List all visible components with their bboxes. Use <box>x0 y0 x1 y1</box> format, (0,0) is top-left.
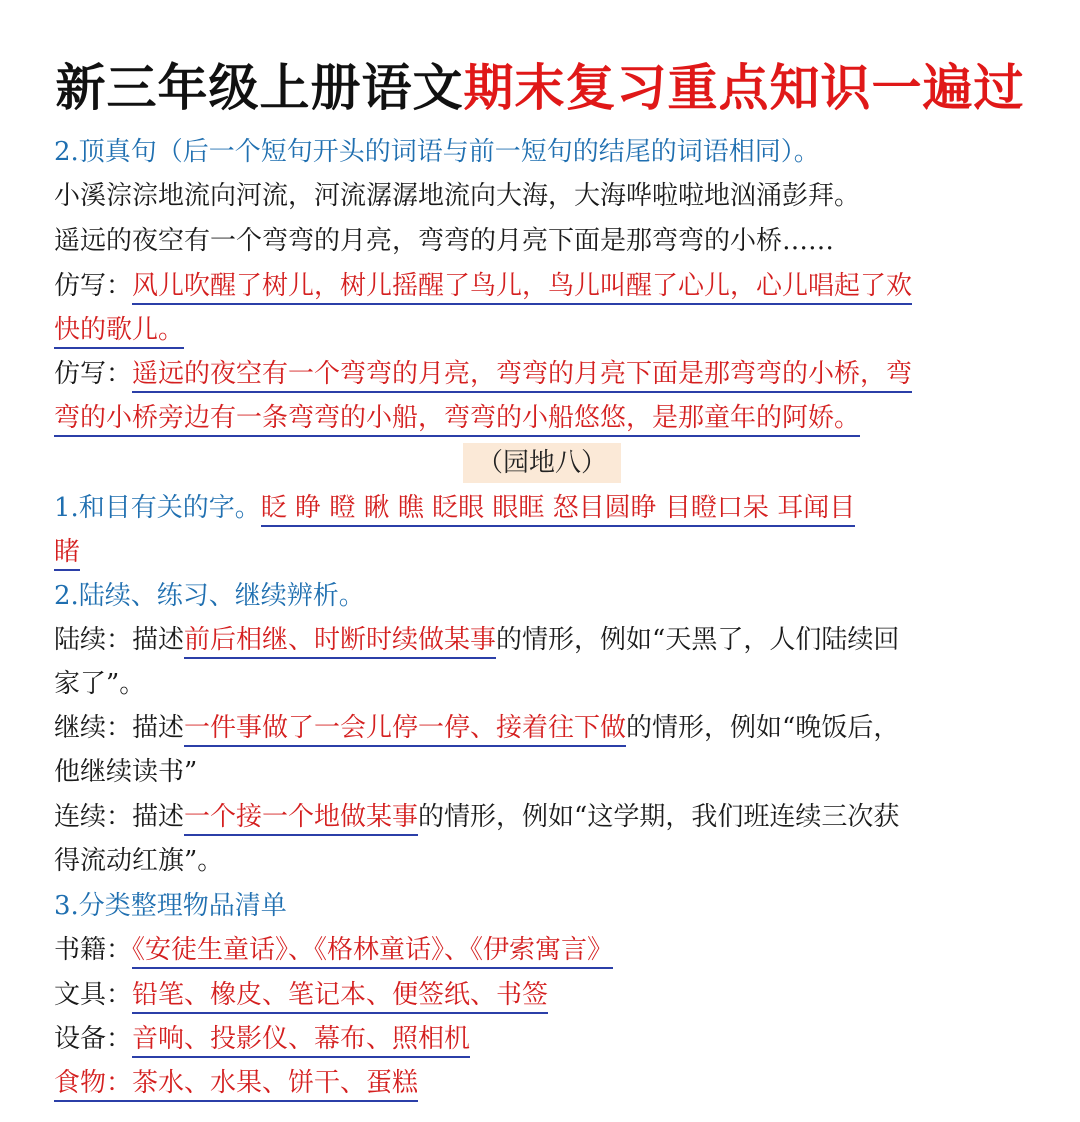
list-item-label: 设备： <box>54 1024 133 1054</box>
jixu-definition: 一件事做了一会儿停一停、接着往下做 <box>184 713 626 747</box>
list-heading: 3.分类整理物品清单 <box>54 891 287 921</box>
list-item <box>54 1019 1054 1059</box>
page-title <box>0 56 1080 120</box>
list-item-value: 《安徒生童话》、《格林童话》、《伊索寓言》 <box>132 935 613 969</box>
dingzhen-heading: 2.顶真句（后一个短句开头的词语与前一短句的结尾的词语相同）。 <box>54 137 820 167</box>
lianxu-definition: 一个接一个地做某事 <box>184 802 418 836</box>
list-item-value: 铅笔、橡皮、笔记本、便签纸、书签 <box>132 980 548 1014</box>
mu-heading: 1.和目有关的字。 <box>54 493 261 523</box>
luxu-line-1 <box>54 620 1054 660</box>
luxu-example: 的情形，例如“天黑了，人们陆续回 <box>496 625 900 655</box>
lianxu-line-2: 得流动红旗”。 <box>54 846 224 876</box>
mu-answer-line-2: 睹 <box>54 537 80 571</box>
imitate-2-answer-line-2: 弯的小桥旁边有一条弯弯的小船，弯弯的小船悠悠，是那童年的阿娇。 <box>54 403 860 437</box>
imitate-2-label: 仿写： <box>54 359 133 389</box>
luxu-line-2: 家了”。 <box>54 669 146 699</box>
imitate-1-line-2 <box>54 310 1054 350</box>
imitate-1-line-1 <box>54 266 1054 306</box>
imitate-1-answer-line-2: 快的歌儿。 <box>54 315 184 349</box>
imitate-1-label: 仿写： <box>54 271 133 301</box>
jixu-example: 的情形，例如“晚饭后， <box>626 713 900 743</box>
section-badge: （园地八） <box>463 443 621 483</box>
imitate-2-line-1 <box>54 354 1054 394</box>
list-item-value: 茶水、水果、饼干、蛋糕 <box>132 1068 418 1102</box>
lianxu-line-1 <box>54 797 1054 837</box>
lianxu-label: 连续：描述 <box>54 802 185 832</box>
title-part-red: 期末复习重点知识一遍过 <box>463 59 1025 117</box>
mu-line-1 <box>54 488 1054 528</box>
lianxu-example: 的情形，例如“这学期，我们班连续三次获 <box>418 802 900 832</box>
list-item-label: 文具： <box>54 980 133 1010</box>
imitate-2-answer-line-1: 遥远的夜空有一个弯弯的月亮，弯弯的月亮下面是那弯弯的小桥，弯 <box>132 359 912 393</box>
list-item-value: 音响、投影仪、幕布、照相机 <box>132 1024 470 1058</box>
dingzhen-example-1: 小溪淙淙地流向河流，河流潺潺地流向大海，大海哗啦啦地汹涌彭拜。 <box>54 181 861 211</box>
list-item <box>54 975 1054 1015</box>
jixu-line-2: 他继续读书” <box>54 757 198 787</box>
dingzhen-example-2: 遥远的夜空有一个弯弯的月亮，弯弯的月亮下面是那弯弯的小桥…… <box>54 226 835 256</box>
imitate-1-answer-line-1: 风儿吹醒了树儿，树儿摇醒了鸟儿，鸟儿叫醒了心儿，心儿唱起了欢 <box>132 271 912 305</box>
jixu-line-1 <box>54 708 1054 748</box>
imitate-2-line-2 <box>54 398 1054 438</box>
jixu-label: 继续：描述 <box>54 713 185 743</box>
list-item <box>54 930 1054 970</box>
title-part-black: 新三年级上册语文 <box>55 59 464 117</box>
mu-answer-line-1: 眨 睁 瞪 瞅 瞧 眨眼 眼眶 怒目圆睁 目瞪口呆 耳闻目 <box>261 493 855 527</box>
list-item-label: 书籍： <box>54 935 133 965</box>
list-item-label: 食物： <box>54 1068 132 1102</box>
luxu-label: 陆续：描述 <box>54 625 185 655</box>
mu-line-2 <box>54 532 1054 572</box>
list-item <box>54 1063 1054 1103</box>
luxu-definition: 前后相继、时断时续做某事 <box>184 625 496 659</box>
lianxu-heading: 2.陆续、练习、继续辨析。 <box>54 581 365 611</box>
